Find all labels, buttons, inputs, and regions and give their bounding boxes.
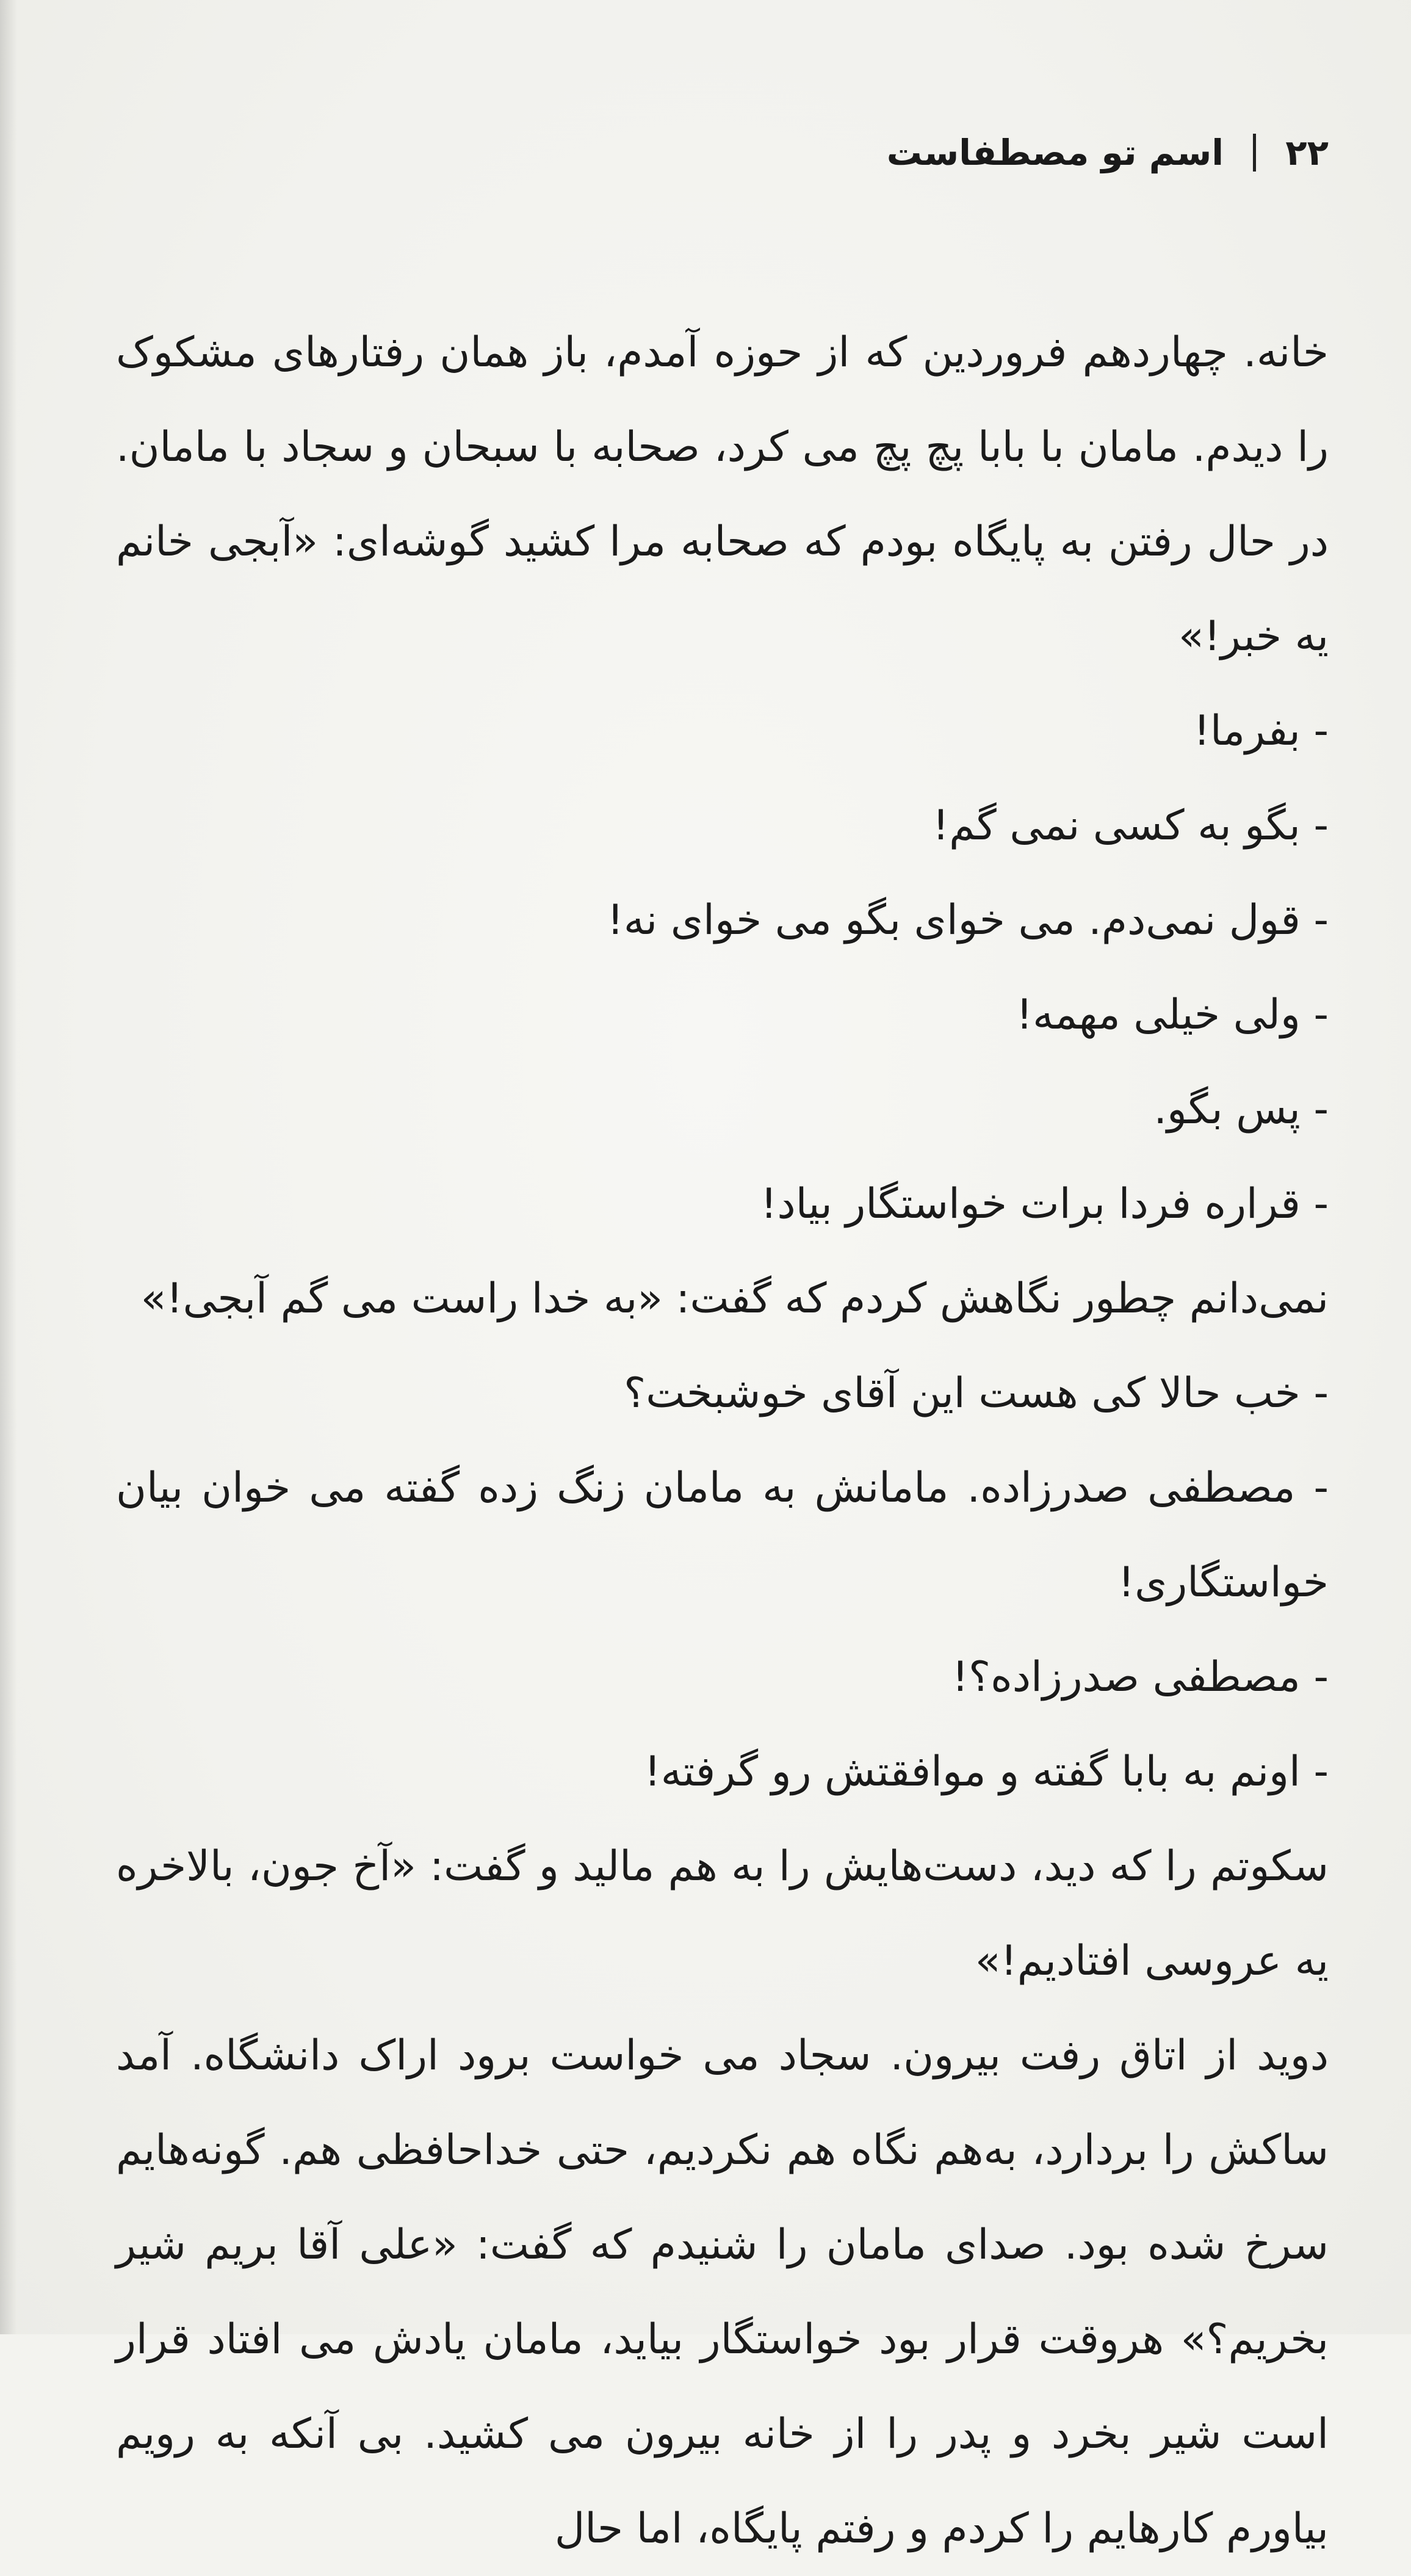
dialogue-line: - ولی خیلی مهمه! xyxy=(1016,991,1329,1039)
dialogue-line: - قراره فردا برات خواستگار بیاد! xyxy=(760,1180,1329,1228)
dialogue-line: - پس بگو. xyxy=(1153,1085,1329,1134)
page-edge-shadow xyxy=(0,0,17,2334)
running-header xyxy=(887,125,1329,180)
header-divider xyxy=(1253,134,1256,172)
page-number: ۲۲ xyxy=(1285,132,1329,173)
body-text xyxy=(116,305,1329,2576)
dialogue-line: - بفرما! xyxy=(1193,707,1329,755)
dialogue-line: - مصطفی صدرزاده. مامانش به مامان زنگ زده گفته می خوان بیان خواستگاری! xyxy=(116,1464,1329,1607)
book-title: اسم تو مصطفاست xyxy=(886,132,1224,173)
paragraph: سکوتم را که دید، دست‌هایش را به هم مالید و گفت: «آخ جون، بالاخره یه عروسی افتادیم!» xyxy=(116,1842,1329,1985)
dialogue-line: - خب حالا کی هست این آقای خوشبخت؟ xyxy=(624,1369,1329,1417)
dialogue-line: - بگو به کسی نمی گم! xyxy=(932,801,1329,850)
dialogue-line: - اونم به بابا گفته و موافقتش رو گرفته! xyxy=(644,1748,1329,1796)
dialogue-line: - قول نمی‌دم. می خوای بگو می خوای نه! xyxy=(607,896,1329,944)
paragraph: خانه. چهاردهم فروردین که از حوزه آمدم، باز همان رفتارهای مشکوک را دیدم. مامان با بابا پچ پچ می کرد، صحابه با سبحان و سجاد با مامان. در حال رفتن به پایگاه بودم که صحابه مرا کشید گوشه‌ای: «آبجی خانم یه خبر!» xyxy=(116,328,1329,660)
paragraph: دوید از اتاق رفت بیرون. سجاد می خواست برود اراک دانشگاه. آمد ساکش را بردارد، به‌هم نگاه هم نکردیم، حتی خداحافظی هم. گونه‌هایم سرخ شده بود. صدای مامان را شنیدم که گفت: «علی آقا بریم شیر بخریم؟» هروقت قرار بود خواستگار بیاید، مامان یادش می افتاد قرار است شیر بخرد و پدر را از خانه بیرون می کشید. بی آنکه به رویم بیاورم کارهایم را کردم و رفتم پایگاه، اما حال xyxy=(116,2031,1329,2553)
dialogue-line: - مصطفی صدرزاده؟! xyxy=(951,1653,1329,1701)
paragraph: نمی‌دانم چطور نگاهش کردم که گفت: «به خدا راست می گم آبجی!» xyxy=(140,1275,1329,1323)
